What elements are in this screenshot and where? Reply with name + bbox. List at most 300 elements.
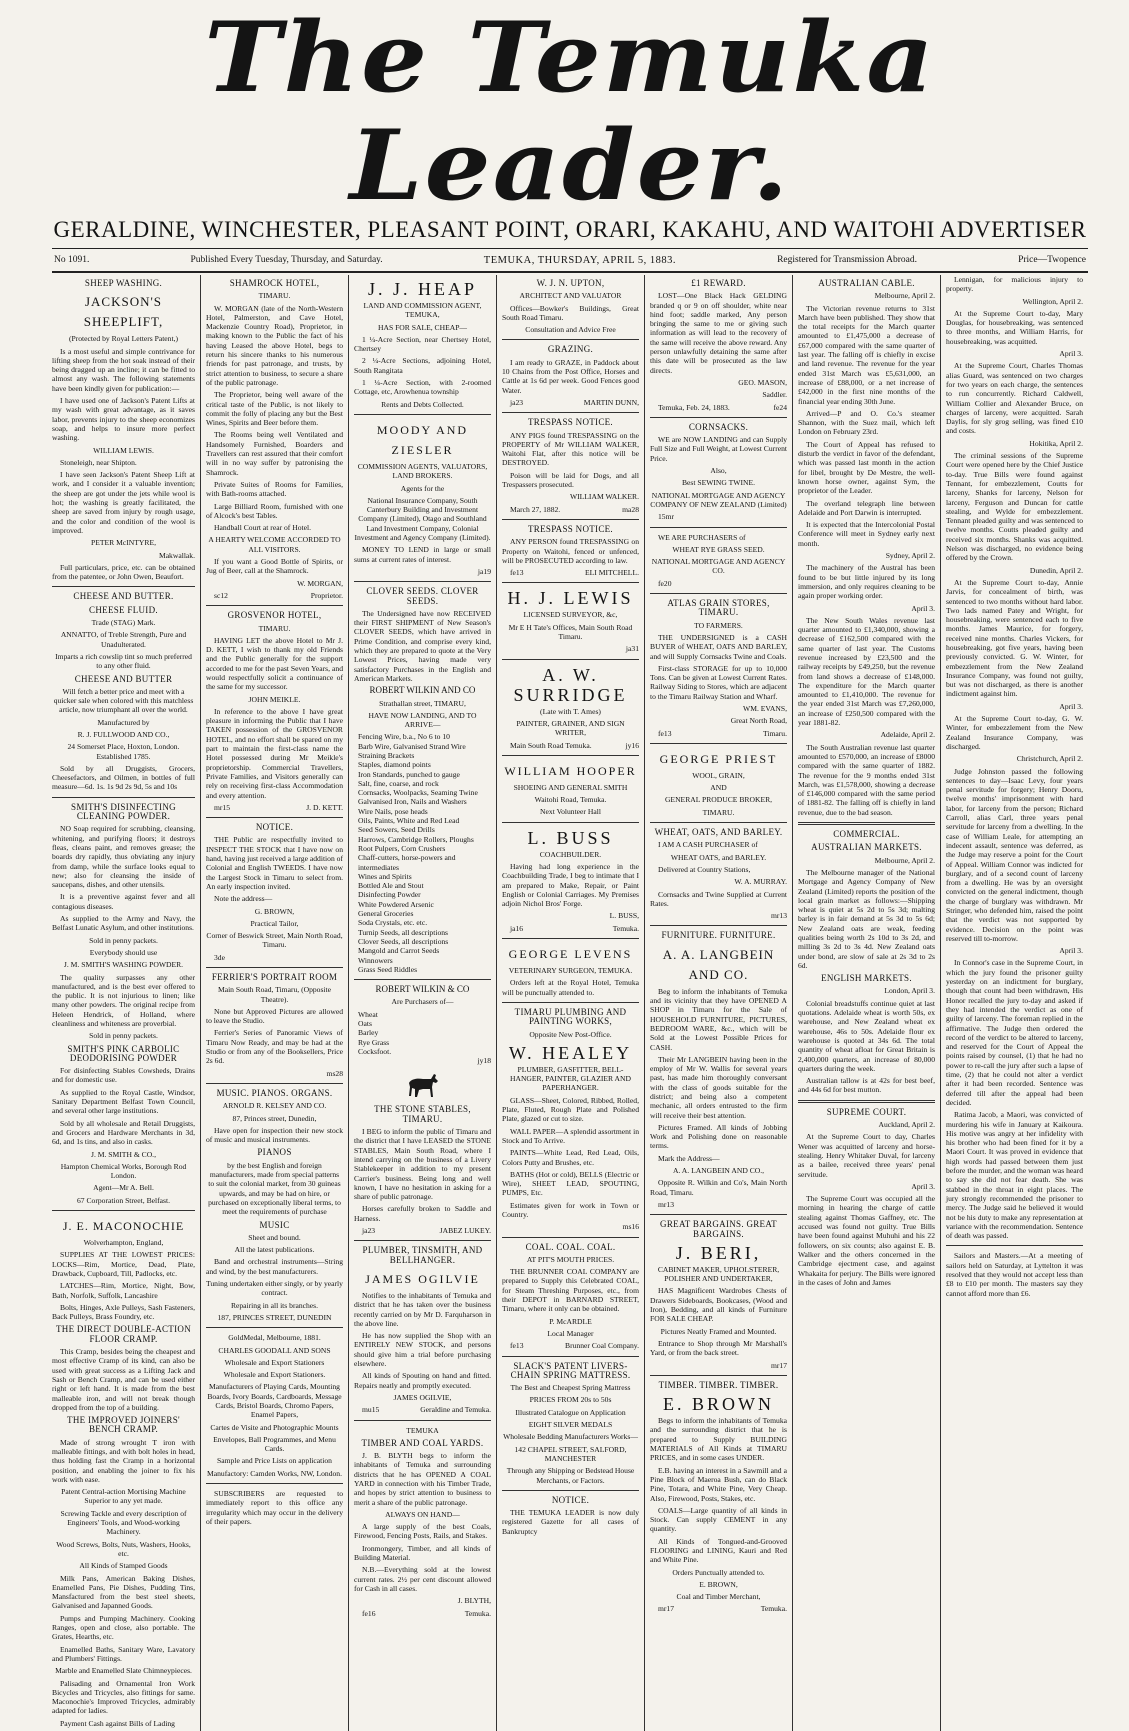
heading: WHEAT, OATS, AND BARLEY.: [654, 827, 783, 838]
ad-code: 15mr: [658, 512, 675, 522]
ad-body: All Kinds of Stamped Goods: [79, 1561, 168, 1571]
list-item: Barb Wire, Galvanised Strand Wire: [358, 741, 466, 751]
heading: CLOVER SEEDS. CLOVER SEEDS.: [366, 586, 479, 606]
heading: CHEESE AND BUTTER: [74, 673, 173, 684]
ad-body: LATCHES—Rim, Mortice, Night, Bow, Bath, Norfolk, Suffolk, Lancashire: [52, 1281, 195, 1300]
heading: SMITH'S PINK CARBOLIC DEODORISING POWDER: [67, 1043, 180, 1063]
ad-body: Will fetch a better price and meet with a quicker sale when colored with this matchless article, now triumphant all over the world.: [53, 686, 194, 715]
ad-subtitle: WOOL, GRAIN,: [692, 770, 745, 780]
divider: [650, 822, 787, 823]
signature: JAMES OGILVIE,: [393, 1392, 452, 1402]
ad-body: It is a preventive against fever and all contagious diseases.: [52, 892, 195, 911]
trade: Practical Tailor,: [250, 918, 299, 928]
ad-subtitle: LICENSED SURVEYOR, &c,: [523, 610, 618, 620]
ad-body: PRICES FROM 20s to 50s: [529, 1395, 612, 1405]
ad-body: National Insurance Company, South Canterbury Building and Investment Company (Limited), Otago and Southland Land Investment Company, Colonial Investment and Agency Company (Limited).: [354, 495, 491, 543]
ad-body: Orders Punctually attended to.: [672, 1567, 765, 1577]
signature: WM. EVANS,: [743, 703, 787, 713]
divider: [650, 417, 787, 418]
ad-body: Sold by all wholesale and Retail Druggists, and Grocers and Hardware Merchants in 3d, 6d, and 1s tins, and also in casks.: [52, 1118, 195, 1147]
ad-body: Cornsacks and Twine Supplied at Current Rates.: [650, 889, 787, 908]
ad-title: JAMES OGILVIE: [365, 1271, 480, 1286]
ad-body: Begs to inform the inhabitants of Temuka and the surrounding district that he is prepared to Supply BUILDING MATERIALS of All Kinds at TIMARU PRICES, and in some cases UNDER.: [650, 1416, 787, 1463]
ad-title: J. J. HEAP: [367, 279, 477, 299]
ad-body: Imparts a rich cowslip tint so much preferred to any other fluid.: [55, 651, 192, 671]
article-text: Judge Johnston passed the following sentences to day—Isaac Levy, four years penal servitude for forgery; Henry Dooru, twelve months' imprisonment with hard labor, for larceny from the person; Richard Carroll, alias Carl, three years penal servitude for larceny from a dwelling. In the case of William Leale, for attempting an indecent assault, sentence was deferred, as the Judge may reserve a point for the Court of Appeal. William Connor was indicted for burglary, and of a second count of larceny from a dwelling. He was by an oversight convicted on the general indictment, though the charge of burglary was withdrawn. Mr Stringer, who defended him, raised the point that the verdict was not supported by evidence. Decision on the point was reserved till to-morrow.: [946, 766, 1083, 943]
divider: [502, 1490, 639, 1491]
heading: TIMARU PLUMBING AND PAINTING WORKS,: [514, 1006, 627, 1027]
ad-subtitle: HAS FOR SALE, CHEAP—: [377, 322, 468, 332]
masthead-subtitle: GERALDINE, WINCHESTER, PLEASANT POINT, ORARI, KAKAHU, AND WAITOHI ADVERTISER: [53, 217, 1087, 242]
ad-body: Their Mr LANGBEIN having been in the employ of Mr W. Wallis for several years past, has made him thoroughly conversant with the class of goods suitable for the district; and being also a competent mechanic, all orders entrusted to the firm will receive their best attention.: [650, 1054, 787, 1120]
list-item: General Groceries: [358, 909, 414, 919]
list-item: Salt, fine, coarse, and rock: [358, 778, 439, 788]
item-list: [354, 732, 491, 974]
signature: PETER McINTYRE,: [91, 538, 156, 548]
ad-subtitle: SHOEING AND GENERAL SMITH: [513, 782, 628, 792]
article-text: Colonial breadstuffs continue quiet at last quotations. Adelaide wheat is worth 50s, ex warehouse, and New Zealand wheat ex warehouse, 46s to 50s. Adelaide flour ex warehouse is quoted at 34s 6d. The total quantity of wheat afloat for Great Britain is 2,400,000 quarters, an increase of 80,000 quarters during the week.: [798, 998, 935, 1073]
list-item: Bottled Ale and Stout: [358, 881, 424, 891]
list-item: Soda Crystals, etc. etc.: [358, 918, 428, 928]
issue-number: No 1091.: [54, 255, 90, 265]
ad-subtitle: ALWAYS ON HAND—: [385, 1509, 460, 1519]
list-item: Wire Nails, pose heads: [358, 806, 428, 816]
ad-code: mr13: [658, 1199, 675, 1209]
divider: [502, 938, 639, 939]
ad-title: E. BROWN: [663, 1394, 774, 1415]
list-item: Staples, diamond points: [358, 760, 431, 770]
signature: WILLIAM WALKER.: [569, 492, 639, 502]
ad-footer: Main South Road Temuka. jy16: [510, 740, 639, 750]
divider: [650, 527, 787, 528]
divider: [502, 659, 639, 660]
ad-title: GEORGE LEVENS: [508, 947, 633, 962]
ad-body: First-class STORAGE for up to 10,000 Tons. Can be given at Lowest Current Rates. Railway Siding to Stores, which are adjacent to the Timaru Railway Station and Wharf.: [650, 663, 787, 701]
ad-title: H. J. LEWIS: [507, 588, 634, 609]
list-item: Galvanised Iron, Nails and Washers: [358, 797, 467, 807]
ad-subtitle: AND: [710, 783, 727, 793]
heading: THE DIRECT DOUBLE-ACTION FLOOR CRAMP.: [55, 1324, 192, 1344]
ad-body: Payment Cash against Bills of Lading: [60, 1718, 175, 1728]
ad-body: I am ready to GRAZE, in Paddock about 10 Chains from the Post Office, Horses and Cattle at 1s 6d per week. Good Fences good Water.: [502, 357, 639, 395]
registration-note: Registered for Transmission Abroad.: [777, 255, 917, 265]
list-item: Seed Sowers, Seed Drills: [358, 825, 435, 835]
ad-title: J. E. MACONOCHIE: [62, 1219, 185, 1234]
ad-subtitle: (Protected by Royal Letters Patent,): [68, 334, 179, 344]
ad-body: WHEAT RYE GRASS SEED.: [672, 544, 765, 554]
divider: [354, 414, 491, 415]
ad-code: ja31: [625, 644, 639, 654]
ad-body: ANY PERSON found TRESPASSING on Property on Waitohi, fenced or unfenced, will be PROSECUTED according to law.: [502, 537, 639, 565]
ad-body: For disinfecting Stables Cowsheds, Drains and for domestic use.: [52, 1066, 195, 1085]
ad-subtitle: HAVE NOW LANDING, AND TO ARRIVE—: [368, 710, 477, 730]
signature: A. A. LANGBEIN AND CO.,: [672, 1166, 765, 1176]
ad-body: Pumps and Pumping Machinery. Cooking Ranges, open and close, also portable. The Grates, Hearths, etc.: [52, 1613, 195, 1642]
list-item: Disinfecting Powder: [358, 890, 421, 900]
ad-body: Is a most useful and simple contrivance for lifting sheep from the hot soak instead of their being dragged up an incline; it can be fitted to almost any wash. The following statements have been kindly given for publication:—: [52, 346, 195, 393]
ad-body: SUPPLIES AT THE LOWEST PRICES: LOCKS—Rim, Mortice, Dead, Plate, Drawback, Cupboard, Till, Padlocks, etc.: [52, 1250, 195, 1278]
ad-title: ARNOLD R. KELSEY AND CO.: [222, 1101, 327, 1111]
dateline: [52, 248, 1088, 273]
divider: [798, 1100, 935, 1103]
testimonial: I have seen Jackson's Patent Sheep Lift at work, and I consider it a valuable invention; the sheep are got under the jets while wool is hot; the washing is greatly facilitated, the sheep are saved from injury by rough usage, and the color and condition of the wool is improved.: [52, 470, 195, 535]
ad-body: Orders left at the Royal Hotel, Temuka will be punctually attended to.: [502, 978, 639, 997]
ad-body: All kinds of Spouting on hand and fitted. Repairs neatly and promptly executed.: [354, 1371, 491, 1390]
signature: J. BLYTH,: [457, 1596, 491, 1606]
ad-body: WE ARE PURCHASERS of: [658, 532, 746, 542]
ad-subtitle: COMMISSION AGENTS, VALUATORS, LAND BROKERS.: [357, 461, 488, 481]
signature: GEO. MASON,: [738, 377, 787, 387]
ad-body: by the best English and foreign manufacturers, made from special patterns to suit the colonial market, from 30 guineas upwards, and may be had on hire, or purchased on exceptionally liberal terms, to meet the requirements of purchase: [208, 1160, 341, 1217]
ad-body: COALS—Large quantity of all kinds in Stock. Can supply CEMENT in any quantity.: [650, 1505, 787, 1534]
ad-footer: mr15 J. D. KETT.: [214, 802, 343, 812]
ad-body: Screwing Tackle and every description of Engineers' Tools, and Wood-working Machinery.: [60, 1508, 187, 1537]
ad-body: Through any Shipping or Bedstead House Merchants, or Factors.: [506, 1466, 635, 1485]
ad-title: ANNATTO, of Treble Strength, Pure and Unadulterated.: [60, 630, 187, 649]
ad-body: LOST—One Black Hack GELDING branded q or 9 on off shoulder, white near hind foot; saddle marked, Any person bringing the same to me or giving such information as will lead to the recovery of the same will receive the above reward. Any person unlawfully detaining the same after this date will be prosecuted as the law directs.: [650, 291, 787, 375]
heading: MUSIC: [259, 1219, 290, 1230]
heading: NOTICE.: [255, 822, 294, 833]
location: TIMARU.: [702, 807, 735, 817]
ad-code: jy18: [477, 1056, 491, 1066]
heading: TIMBER. TIMBER. TIMBER.: [658, 1379, 779, 1390]
ad-body: PAINTER, GRAINER, AND SIGN WRITER,: [516, 718, 625, 738]
ad-body: Note the address—: [214, 894, 273, 904]
dateline: London, April 3.: [884, 986, 935, 996]
divider: [502, 339, 639, 340]
trade: Coal and Timber Merchant,: [676, 1592, 761, 1602]
ad-body: In reference to the above I have great pleasure in informing the Public that I have TAKEN possession of the GROSVENOR HOTEL, and no effort shall be spared on my part to maintain the first-class name the Hotel possessed during Mr Meikle's proprietorship. Commercial Travellers, Private Families, and Visitors generally can rely on receiving first-class Accommodation and every attention.: [206, 706, 343, 800]
list-item: Cornsacks, Woolpacks, Seaming Twine: [358, 788, 478, 798]
list-item: Turnip Seeds, all descriptions: [358, 927, 448, 937]
ad-footer: Full particulars, price, etc. can be obtained from the patentee, or John Owen, Beaufort.: [52, 562, 195, 582]
ad-body: Sold in penny packets.: [89, 1031, 158, 1041]
ad-body: Tuning undertaken either singly, or by yearly contract.: [206, 1279, 343, 1298]
ad-body: Estimates given for work in Town or Country.: [502, 1200, 639, 1219]
divider: [650, 1214, 787, 1215]
divider: [650, 593, 787, 594]
ad-body: Band and orchestral instruments—String and wind, by the best manufacturers.: [206, 1257, 343, 1276]
ad-body: THE TEMUKA LEADER is now duly registered Gazette for all cases of Bankruptcy: [502, 1508, 639, 1536]
ad-body: BATHS (Hot or cold), BELLS (Electric or Wire), SHEET LEAD, SPOUTING, PUMPS, Etc.: [502, 1169, 639, 1198]
column-5: [644, 275, 792, 1731]
article-text: Ratima Jacob, a Maori, was convicted of murdering his wife in January at Kaikoura. His motive was angry at her infidelity with his brother who had been fined for it by a Maori Court. It was proved in evidence that high words had passed between them just before the murder, and the woman was heard to say she did not fear death. She was stabbed in the throat in eight places. The jury strongly recommended the prisoner to mercy. The Judge said he believed it would not be his duty to make any representation at variance with the recommendation. Sentence of death was passed.: [946, 1110, 1083, 1241]
ad-title: A. W. SURRIDGE: [513, 664, 628, 705]
heading: THE STONE STABLES, TIMARU.: [374, 1104, 471, 1124]
list-item: White Powdered Arsenic: [358, 899, 434, 909]
ad-body: Milk Pans, American Baking Dishes, Enamelled Pans, Pie Dishes, Pudding Tins, Mansfactured from the best steel sheets, Galvanised and Japanned Goods.: [52, 1573, 195, 1611]
ad-subtitle: ARCHITECT AND VALUATOR: [519, 291, 622, 301]
ad-body: A large supply of the best Coals, Firewood, Fencing Posts, Rails, and Stakes.: [354, 1522, 491, 1541]
heading: PIANOS: [257, 1147, 292, 1158]
article-text: The Court of Appeal has refused to disturb the verdict in favor of the defendant, which was passed last month in the action for libel, brought by De Mestre, the well-known horse owner, against Sym, the proprietor of the Leader.: [798, 439, 935, 496]
divider: [650, 1375, 787, 1376]
list-item: Fencing Wire, b.a., No 6 to 10: [358, 732, 450, 742]
ad-subtitle: TO FARMERS.: [694, 620, 743, 630]
column-3: [348, 275, 496, 1731]
heading: ENGLISH MARKETS.: [821, 973, 912, 984]
article-text: The New South Wales revenue last quarter amounted to £1,340,000, showing a decrease of £162,500 compared with the same quarter of last year. The Customs revenue increased by £23,500 and the railway receipts by £49,250, but the revenue from land shows a decrease of £148,000. The expenditure for the March quarter amounted to £1,410,000. The revenue for the year ended 31st March was £7,260,000, an increase of £250,500 compared with the year 1881-82.: [798, 615, 935, 728]
ad-body: WHEAT OATS, and BARLEY.: [670, 852, 767, 862]
signature: E. BROWN,: [699, 1579, 738, 1589]
signature: WILLIAM LEWIS.: [93, 445, 154, 455]
ad-subtitle: (Late with T. Ames): [540, 706, 601, 716]
article-text: Lennigan, for malicious injury to property.: [946, 275, 1083, 294]
ad-title: J. BERI,: [675, 1242, 762, 1263]
location: Stoneleigh, near Shipton.: [60, 457, 137, 467]
ad-title: ROBERT WILKIN AND CO: [369, 685, 476, 696]
ad-body: SUBSCRIBERS are requested to immediately report to this office any irregularity which may occur in the delivery of their papers.: [206, 1489, 343, 1526]
heading: PLUMBER, TINSMITH, AND BELLHANGER.: [362, 1245, 483, 1265]
heading: TIMBER AND COAL YARDS.: [361, 1437, 484, 1448]
ad-body: Offices—Bowker's Buildings, Great South Road Timaru.: [502, 303, 639, 322]
ad-subtitle: Wholesale and Export Stationers: [224, 1357, 325, 1367]
ad-footer: ja16 Temuka.: [510, 923, 639, 933]
heading: NOTICE.: [551, 1494, 590, 1505]
heading: SUPREME COURT.: [826, 1106, 907, 1117]
article-text: Australian tallow is at 42s for best beef, and 44s 6d for best mutton.: [798, 1076, 935, 1095]
column-4: [496, 275, 644, 1731]
divider: [354, 581, 491, 582]
divider: [206, 605, 343, 606]
ad-body: WE are NOW LANDING and can Supply Full Size and Full Weight, at Lowest Current Price.: [650, 435, 787, 463]
heading: SLACK'S PATENT LIVERS-CHAIN SPRING MATTRESS.: [510, 1360, 631, 1380]
divider: [946, 1245, 1083, 1246]
article-text: At the Supreme Court to-day, Annie Jarvis, for concealment of birth, was sentenced to two months without hard labor. Two lads named Patey and Wright, for housebreaking, were sentenced each to five months. James Maurice, for forgery, received nine months. Charles Vickers, for housebreaking, got five years, having been previously convicted. G. W. Winter, for embezzlement from the New Zealand Insurance Company, was found not guilty, but was not discharged, as there is another indictment against him.: [946, 577, 1083, 699]
ad-body: Sample and Price Lists on application: [217, 1456, 332, 1466]
dateline: Dunedin, April 2.: [1029, 565, 1083, 575]
ad-body: Pictures Framed. All kinds of Jobbing Work and Polishing done on reasonable terms.: [650, 1122, 787, 1151]
ad-body: Beg to inform the inhabitants of Temuka and its vicinity that they have OPENED A SHOP in Timaru for the Sale of HOUSEHOLD FURNITURE, PICTURES, BEDROOM WARE, &c., which will be Sold at the Lowest Possible Prices for CASH.: [650, 986, 787, 1052]
ad-body: Rents and Debts Collected.: [381, 399, 464, 409]
dateline: April 3.: [1059, 349, 1083, 359]
list-item: Chaff-cutters, horse-powers and intermediates: [358, 853, 456, 872]
ad-body: Consultation and Advice Free: [525, 325, 616, 335]
list-item: Root Pulpers, Corn Crushers: [358, 843, 446, 853]
location: Makwallak.: [158, 550, 195, 560]
ad-body: W. MORGAN (late of the North-Western Hotel, Palmerston, and Cave Hotel, Mackenzie Country Road), Proprietor, in making known to the Public the fact of his having Leased the above Hotel, begs to return his sincere thanks to his numerous friends for past patronage, and trusts, by strict attention to business, to secure a share of the public patronage.: [206, 303, 343, 387]
article-text: It is expected that the Intercolonial Postal Conference will meet in Sydney early next month.: [798, 520, 935, 548]
ad-body: THE BRUNNER COAL COMPANY are prepared to Supply this Celebrated COAL, for Steam Threshing Purposes, etc., from their DEPOT in BARNARD STREET, Timaru, where it only can be obtained.: [502, 1267, 639, 1314]
ad-body: PAINTS—White Lead, Red Lead, Oils, Colors Putty and Brushes, etc.: [502, 1148, 639, 1167]
ad-body: Local Manager: [547, 1328, 594, 1338]
heading: SMITH'S DISINFECTING CLEANING POWDER.: [71, 801, 176, 822]
ad-code: mr17: [770, 1360, 787, 1370]
ad-body: Wood Screws, Bolts, Nuts, Washers, Hooks, etc.: [56, 1539, 191, 1558]
award: GoldMedal, Melbourne, 1881.: [228, 1333, 321, 1343]
list-item: Oils, Paints, White and Red Lead: [358, 816, 460, 826]
heading: COMMERCIAL.: [833, 829, 900, 840]
dateline: Hokitika, April 2.: [1029, 438, 1083, 448]
dateline: April 3.: [1059, 701, 1083, 711]
item-list: [354, 1010, 491, 1056]
dateline: April 3.: [911, 1181, 935, 1191]
location: TIMARU.: [258, 623, 291, 633]
ad-body: THE Public are respectfully invited to INSPECT THE STOCK that I have now on hand, having just received a large addition of Colonial and English TWEEDS. I have now the Largest Stock in Timaru to select from. An early inspection invited.: [206, 835, 343, 891]
ad-body: Large Billiard Room, furnished with one of Alcock's best Tables.: [206, 501, 343, 520]
divider: [354, 979, 491, 980]
article-text: The Melbourne manager of the National Mortgage and Agency Company of New Zealand (Limited) reports the position of the local grain market as follows:—Shipping wheat is quiet at 5s 2d to 5s 3d; malting barley is in fair demand at 5s 3d to 5s 6d; New Zealand oats are weak, feeding qualities being worth 2s 10d to 3s 2d, and milling 3s 2d to 3s 4d. New Zealand oats under bond, are slow of sale at 2s 3d to 2s 6d.: [798, 867, 935, 970]
ad-body: The Best and Cheapest Spring Mattress: [510, 1383, 631, 1393]
testimonial: I have used one of Jackson's Patent Lifts at my wash with great advantage, as it saves labor, prevents injury to the sheep economizes soap, and helps to insure more perfect washing.: [52, 396, 195, 443]
dateline: Christchurch, April 2.: [1016, 754, 1083, 764]
list-item: Barley: [358, 1028, 379, 1038]
list-item: Clover Seeds, all descriptions: [358, 936, 449, 946]
ad-body: Handball Court at rear of Hotel.: [214, 523, 311, 533]
address: Hampton Chemical Works, Borough Rod London.: [60, 1161, 187, 1181]
ad-body: This Cramp, besides being the cheapest and most effective Cramp of its kind, can also be used with great success as a Lifting Jack and Sash or Bench Cramp, and can be used either right or left hand. It is made from the best malleable iron, and will not break though dropped from the top of a building.: [52, 1347, 195, 1412]
divider: [52, 586, 195, 587]
ad-body: Everybody should use: [89, 947, 158, 957]
agent: Agent—Mr A. Bell.: [93, 1183, 154, 1193]
address: Main South Road, Timaru, (Opposite Theatre).: [217, 985, 332, 1004]
ad-body: Mr E H Tate's Offices, Main South Road Timaru.: [508, 622, 633, 642]
ad-title: MOODY AND ZIESLER: [376, 422, 469, 457]
heading: SHEEP WASHING.: [84, 278, 163, 288]
place-date: TEMUKA, THURSDAY, APRIL 5, 1883.: [483, 254, 676, 266]
ad-body: HAVING LET the above Hotel to Mr J. D. KETT, I wish to thank my old Friends and the Public generally for the support accorded to me for the past Seven Years, and would respectfully solicit a continuance of the same for my successor.: [206, 635, 343, 692]
divider: [502, 519, 639, 520]
columns: [52, 275, 1088, 1728]
list-item: Winnowers: [358, 955, 393, 965]
address: Waitohi Road, Temuka.: [534, 795, 607, 805]
address: 67 Corporation Street, Belfast.: [76, 1195, 170, 1205]
article-text: At the Supreme Court to day, Charles Wener was acquitted of larceny and horse-stealing. Henry Whitaker Duval, for larceny as a bailee, received three years' penal servitude.: [798, 1132, 935, 1179]
signature: JOHN MEIKLE.: [248, 694, 301, 704]
ad-body: As supplied to the Royal Castle, Windsor, Sanitary Department Belfast Town Council, and several other large institutions.: [52, 1087, 195, 1116]
signature: P. McARDLE: [549, 1316, 592, 1326]
list-item: Harrows, Cambridge Rollers, Ploughs: [358, 834, 474, 844]
heading: AUSTRALIAN CABLE.: [818, 278, 915, 288]
divider: [354, 1420, 491, 1421]
ad-footer: ja23 JABEZ LUKEY.: [362, 1226, 491, 1236]
ad-body: J. B. BLYTH begs to inform the inhabitants of Temuka and surrounding districts that he has OPENED A COAL YARD in connection with his Timber Trade, and hopes by strict attention to business to merit a share of the public patronage.: [354, 1451, 491, 1507]
article-text: The Supreme Court was occupied all the morning in hearing the charge of cattle stealing against Thomas Gaffney, etc. The accused was found not guilty. True Bills have been found against Muhuhi and his 22 followers, on six counts; also against E. B. Walker and the others concerned in the Cambridge ejectment case, and against Whakaita for perjury. The Bills were ignored in the cases of John and James: [798, 1194, 935, 1287]
horse-icon: [403, 1069, 443, 1101]
publication-schedule: Published Every Tuesday, Thursday, and Saturday.: [190, 255, 383, 265]
ad-title: W. J. N. UPTON,: [536, 278, 605, 288]
signature: L. BUSS,: [609, 911, 639, 921]
ad-body: NO Soap required for scrubbing, cleansing, whitening, and purifying floors; it destroys fleas, cleans paint, and removes grease; the boards dry rapidly, thus obviating any injury from damp, while the surface looks equal to new; also for cleansing the inside of saucepans, dishes, and other utensils.: [52, 824, 195, 890]
address: 87, Princes street, Dunedin,: [232, 1113, 317, 1123]
dateline: Melbourne, April 2.: [874, 855, 935, 865]
ad-subtitle: PLUMBER, GASFITTER, BELL-HANGER, PAINTER, GLAZIER AND PAPERHANGER.: [509, 1064, 631, 1093]
ad-body: Sold by all Druggists, Grocers, Cheesefactors, and Oilmen, in bottles of full measure—6d. 1s. 1s 9d 2s 9d, 5s and 10s: [52, 763, 195, 792]
divider: [650, 925, 787, 926]
divider: [52, 1210, 195, 1211]
ad-body: The Undersigned have now RECEIVED their FIRST SHIPMENT of New Season's CLOVER SEEDS, which have arrived in Prime Condition, and comprise every kind, which they are prepared to quote at the Very Lowest Prices, having made very satisfactory Purchases in the English and American Markets.: [354, 608, 491, 683]
list-item: 2 ¼-Acre Sections, adjoining Hotel, South Rangitata: [354, 356, 491, 375]
ad-body: Mark the Address—: [658, 1153, 720, 1163]
dateline: Adelaide, April 2.: [880, 730, 935, 740]
heading: £1 REWARD.: [691, 278, 746, 288]
ad-body: HAS Magnificent Wardrobes Chests of Drawers Sideboards, Bookcases, (Wood and Iron), Bedding, and all kinds of Furniture FOR SALE CHEAP.: [650, 1286, 787, 1324]
divider: [502, 1356, 639, 1357]
trade: Saddler.: [762, 390, 787, 400]
address: Great North Road,: [730, 716, 787, 726]
ad-body: EIGHT SILVER MEDALS: [528, 1420, 613, 1430]
company-name: NATIONAL MORTGAGE AND AGENCY COMPANY OF NEW ZEALAND (Limited): [650, 490, 787, 509]
ad-body: Illustrated Catalogue on Application: [515, 1407, 626, 1417]
list-item: Straining Brackets: [358, 750, 415, 760]
divider: [206, 1327, 343, 1328]
article-text: At the Supreme Court, Charles Thomas alias Guard, was sentenced on two charges for two years on each charge, the sentences to run concurrently. Richard Caldwell, William Collier and Alexander Bruce, on charges of larceny, were acquitted. Sarah Daylis, for sly grog selling, was fined £10 and costs.: [946, 361, 1083, 436]
ad-body: Entrance to Shop through Mr Marshall's Yard, or from the back street.: [650, 1338, 787, 1358]
divider: [502, 582, 639, 583]
ad-title: L. BUSS: [527, 827, 614, 848]
article-text: The overland telegraph line between Adelaide and Port Darwin is interrupted.: [798, 498, 935, 517]
ad-footer: fe13 Brunner Coal Company.: [510, 1341, 639, 1351]
ad-footer: fe16 Temuka.: [362, 1608, 491, 1618]
ad-code: mr13: [770, 911, 787, 921]
ad-body: THE UNDERSIGNED is a CASH BUYER of WHEAT, OATS AND BARLEY, and will Supply Cornsacks Twine and Coals.: [650, 632, 787, 661]
ad-code: 3de: [214, 952, 225, 962]
address: Opposite New Post-Office.: [529, 1029, 612, 1039]
ad-body: Marble and Enamelled Slate Chimneypieces.: [55, 1666, 192, 1676]
ad-footer: mr17 Temuka.: [658, 1604, 787, 1614]
ad-body: As supplied to the Army and Navy, the Belfast Lunatic Asylum, and other institutions.: [52, 914, 195, 933]
ad-code: ja19: [477, 566, 491, 576]
ad-footer: fe13 ELI MITCHELL.: [510, 568, 639, 578]
ad-body: All Kinds of Tongued-and-Grooved FLOORING and LINING, Kauri and Red and White Pine.: [650, 1536, 787, 1565]
divider: [206, 1083, 343, 1084]
ad-body: Envelopes, Ball Programmes, and Menu Cards.: [213, 1434, 336, 1454]
heading: FERRIER'S PORTRAIT ROOM: [211, 972, 338, 982]
location: TEMUKA: [406, 1425, 439, 1435]
column-7: [940, 275, 1088, 1731]
article-text: In Connor's case in the Supreme Court, in which the jury found the prisoner guilty yesterday on an indictment for burglary, though that count had been withdrawn, His Honor recalled the jury to-day and asked if they had intended the verdict as one of guilty of larceny. The foreman replied in the affirmative. The Judge then ordered the record of the verdict to be altered to larceny, and reserved for the Court of Appeal the points raised by counsel, (1) that he had no power to re-call the jury after such a lapse of time, (2) that he could not alter a verdict after it had been recorded. Sentence was deferred till after the appeal had been decided.: [946, 958, 1083, 1107]
ad-subtitle: LAND AND COMMISSION AGENT, TEMUKA,: [363, 301, 482, 320]
article-text: At the Supreme Court to-day, Mary Douglas, for housebreaking, was sentenced to three months, and William Harris, for housebreaking, was acquitted.: [946, 308, 1083, 346]
heading: GROSVENOR HOTEL,: [227, 610, 322, 621]
ad-body: ANY PIGS found TRESPASSING on the PROPERTY of Mr WILLIAM WALKER, Waitohi Flat, after this notice will be DESTROYED.: [502, 430, 639, 468]
list-item: Grass Seed Riddles: [358, 964, 418, 974]
ad-body: Patent Central-action Mortising Machine Superior to any yet made.: [61, 1487, 186, 1506]
ad-body: Ferrier's Series of Panoramic Views of Timaru Now Ready, and may be had at the Studio or from any of the Booksellers, Price 2s 6d.: [206, 1028, 343, 1066]
list-item: 1 ¼-Acre Section, with 2-roomed Cottage, etc, Arowhenua township: [354, 378, 491, 397]
article-text: Sailors and Masters.—At a meeting of sailors held on Saturday, at Lyttelton it was resolved that they would not accept less than £8 to £10 per month. The masters say they cannot afford more than £6.: [946, 1251, 1083, 1298]
article-text: The machinery of the Austral has been found to be but little injured by its long immersion, and only requires cleaning to be again proper working order.: [798, 563, 935, 601]
address: 24 Somerset Place, Hoxton, London. Established 1785.: [67, 742, 180, 761]
ad-subtitle: AT PIT'S MOUTH PRICES.: [526, 1254, 615, 1264]
ad-body: Pictures Neatly Framed and Mounted.: [660, 1326, 777, 1336]
ad-body: Enamelled Baths, Sanitary Ware, Lavatory and Plumbers' Fittings.: [52, 1644, 195, 1663]
heading: GRAZING.: [547, 344, 594, 355]
heading: CORNSACKS.: [688, 421, 749, 432]
heading: SHAMROCK HOTEL,: [229, 278, 320, 288]
ad-body: He has now supplied the Shop with an ENTIRELY NEW STOCK, and persons should give him a trial before purchasing elsewhere.: [354, 1331, 491, 1369]
masthead-title: The Temuka Leader.: [204, 1, 936, 222]
ad-subtitle: Are Purchasers of—: [391, 997, 454, 1007]
price: Price—Twopence: [1018, 255, 1086, 265]
list-item: Rye Grass: [358, 1037, 390, 1047]
ad-body: None but Approved Pictures are allowed to leave the Studio.: [206, 1006, 343, 1026]
ad-body: Made of strong wrought T iron with malleable fittings, and with bolt holes in head, thus holding fast the Cramp in a horizontal position, and enabling the joiner to fix his work with ease.: [52, 1437, 195, 1484]
ad-footer: ja23 MARTIN DUNN,: [510, 397, 639, 407]
ad-body: N.B.—Everything sold at the lowest current rates. 2½ per cent discount allowed for Cash in all cases.: [354, 1565, 491, 1593]
dateline: Wellington, April 2.: [1022, 296, 1083, 306]
address: Strathallan street, TIMARU,: [379, 698, 466, 708]
ad-title: GEORGE PRIEST: [659, 751, 778, 766]
article-text: The Victorian revenue returns to 31st March have been published. They show that the total receipts for the March quarter amounted to £1,475,000 a decrease of £67,000 compared with the same quarter of last year. The falling off is chiefly in excise and land revenue. The revenue for the year ended 31st March was £5,631,000, an increase of £88,000, or a net increase of £42,000 in the first nine months of the financial year ending 30th June.: [798, 303, 935, 406]
ad-body: Palisading and Ornamental Iron Work Bicycles and Tricycles, also fittings for same. Maconochie's Improved Tricycles, admirably adapted for ladies.: [52, 1678, 195, 1716]
dateline: Sydney, April 2.: [885, 551, 935, 561]
divider: [354, 1240, 491, 1241]
address: Next Volunteer Hall: [540, 807, 601, 817]
heading: TRESPASS NOTICE.: [528, 523, 613, 534]
address: Opposite R. Wilkin and Co's, Main North Road, Timaru.: [650, 1178, 787, 1197]
column-1: [52, 275, 200, 1731]
